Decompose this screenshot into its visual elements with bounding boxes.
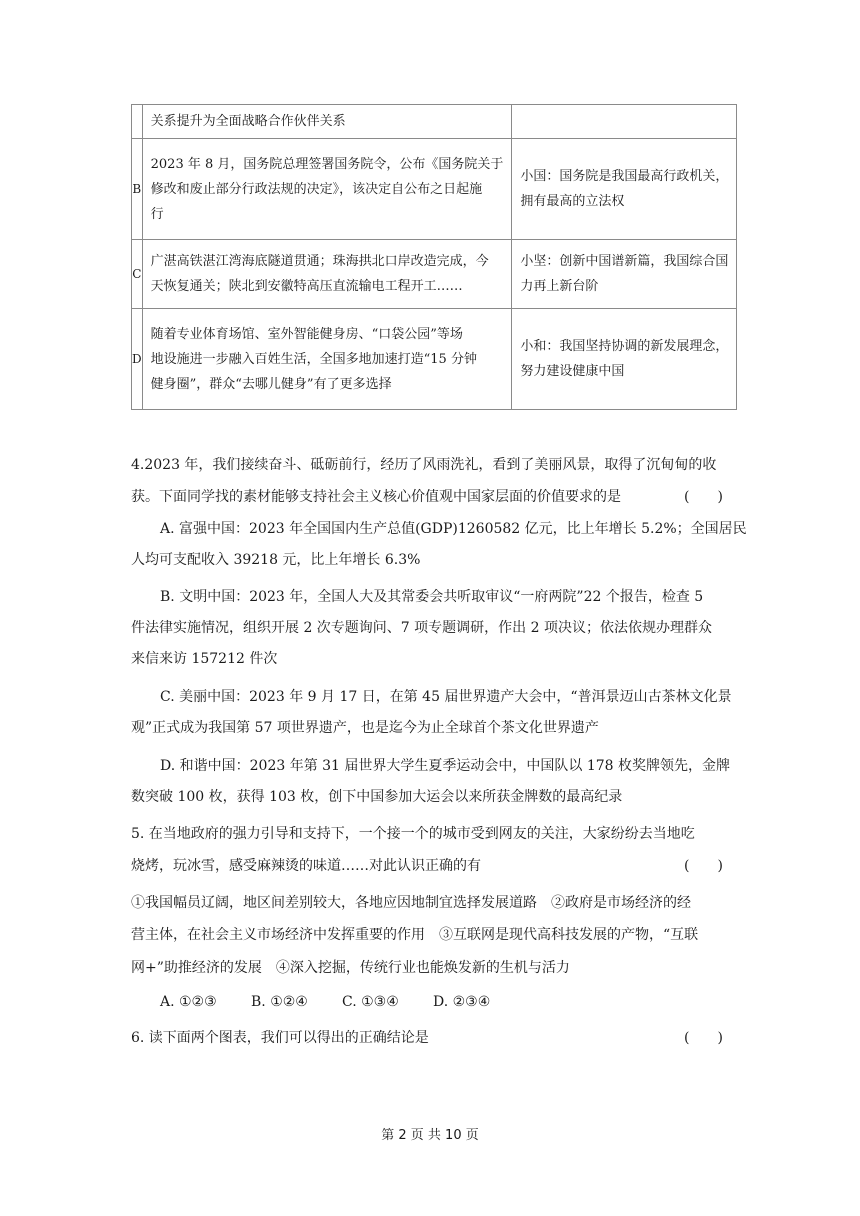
material-line: 健身圈”，群众“去哪儿健身”有了更多选择 <box>150 376 392 392</box>
q6-stem-line: 6. 读下面两个图表，我们可以得出的正确结论是 <box>131 1030 429 1046</box>
q5-choice-a: A. ①②③ <box>160 994 217 1010</box>
table-row <box>132 309 737 410</box>
q4-stem-line: 4.2023 年，我们接续奋斗、砥砺前行，经历了风雨洗礼，看到了美丽风景，取得了沉甸甸的收 <box>131 457 717 473</box>
row-material <box>142 139 512 240</box>
q4-option-d: 数突破 100 枚，获得 103 枚，创下中国参加大运会以来所获金牌数的最高纪录 <box>131 789 623 805</box>
row-material <box>142 309 512 410</box>
q5-statement-line: 网+”助推经济的发展 ④深入挖掘，传统行业也能焕发新的生机与活力 <box>131 960 570 976</box>
q5-statement-line: ①我国幅员辽阔，地区间差别较大，各地应因地制宜选择发展道路 ②政府是市场经济的经 <box>131 895 691 911</box>
q4-option-a: A. 富强中国：2023 年全国国内生产总值(GDP)1260582 亿元，比上年增长 5.2%；全国居民 <box>160 521 747 537</box>
material-line: 地设施进一步融入百姓生活，全国多地加速打造“15 分钟 <box>150 351 477 367</box>
q4-option-d: D. 和谐中国：2023 年第 31 届世界大学生夏季运动会中，中国队以 178 枚奖牌领先，金牌 <box>160 758 731 774</box>
answer-parentheses[interactable]: ( ) <box>684 1030 723 1046</box>
table-row <box>132 240 737 309</box>
view-line: 小和：我国坚持协调的新发展理念， <box>520 339 729 354</box>
q4-option-b: 件法律实施情况，组织开展 2 次专题询问、7 项专题调研，作出 2 项决议；依法依规办理群众 <box>131 620 712 636</box>
row-material <box>142 105 512 139</box>
answer-parentheses[interactable]: ( ) <box>684 858 723 874</box>
material-line: 天恢复通关；陕北到安徽特高压直流输电工程开工…… <box>150 279 463 294</box>
q5-choice-c: C. ①③④ <box>342 994 399 1010</box>
table-row <box>132 105 737 139</box>
page-footer: 第 2 页 共 10 页 <box>381 1128 479 1143</box>
row-letter: C <box>132 240 143 309</box>
material-line: 广湛高铁湛江湾海底隧道贯通；珠海拱北口岸改造完成，今 <box>150 254 489 269</box>
row-view <box>512 309 737 410</box>
material-line: 关系提升为全面战略合作伙伴关系 <box>150 114 346 129</box>
q5-stem-line: 烧烤，玩冰雪，感受麻辣烫的味道……对此认识正确的有 <box>131 858 481 874</box>
row-letter: B <box>132 139 143 240</box>
row-material <box>142 240 512 309</box>
material-line: 2023 年 8 月，国务院总理签署国务院令，公布《国务院关于 <box>150 156 504 172</box>
q5-stem-line: 5. 在当地政府的强力引导和支持下，一个接一个的城市受到网友的关注，大家纷纷去当地吃 <box>131 826 695 842</box>
view-line: 拥有最高的立法权 <box>520 194 625 209</box>
material-line: 行 <box>150 206 164 222</box>
view-line: 小国：国务院是我国最高行政机关， <box>520 169 729 184</box>
view-line: 小坚：创新中国谱新篇，我国综合国 <box>520 254 729 269</box>
options-table <box>131 104 737 410</box>
q4-option-a: 人均可支配收入 39218 元，比上年增长 6.3% <box>131 552 421 568</box>
material-line: 随着专业体育场馆、室外智能健身房、“口袋公园”等场 <box>150 326 463 342</box>
row-letter: D <box>132 309 143 410</box>
q5-choice-d: D. ②③④ <box>433 994 491 1010</box>
row-view <box>512 105 737 139</box>
view-line: 力再上新台阶 <box>520 279 599 294</box>
q4-option-b: 来信来访 157212 件次 <box>131 651 278 667</box>
row-view <box>512 240 737 309</box>
q4-stem-line: 获。下面同学找的素材能够支持社会主义核心价值观中国家层面的价值要求的是 <box>131 489 621 505</box>
table-row <box>132 139 737 240</box>
row-view <box>512 139 737 240</box>
q4-option-b: B. 文明中国：2023 年，全国人大及其常委会共听取审议“一府两院”22 个报告，检查 5 <box>160 589 704 605</box>
q5-choice-b: B. ①②④ <box>251 994 308 1010</box>
q4-option-c: 观”正式成为我国第 57 项世界遗产，也是迄今为止全球首个茶文化世界遗产 <box>131 720 599 736</box>
answer-parentheses[interactable]: ( ) <box>684 489 723 505</box>
view-line: 努力建设健康中国 <box>520 364 625 379</box>
material-line: 修改和废止部分行政法规的决定》，该决定自公布之日起施 <box>150 181 483 197</box>
q5-statement-line: 营主体，在社会主义市场经济中发挥重要的作用 ③互联网是现代高科技发展的产物，“互联 <box>131 927 699 943</box>
q4-option-c: C. 美丽中国：2023 年 9 月 17 日，在第 45 届世界遗产大会中，“普洱景迈山古茶林文化景 <box>160 689 732 705</box>
row-letter <box>132 105 143 139</box>
